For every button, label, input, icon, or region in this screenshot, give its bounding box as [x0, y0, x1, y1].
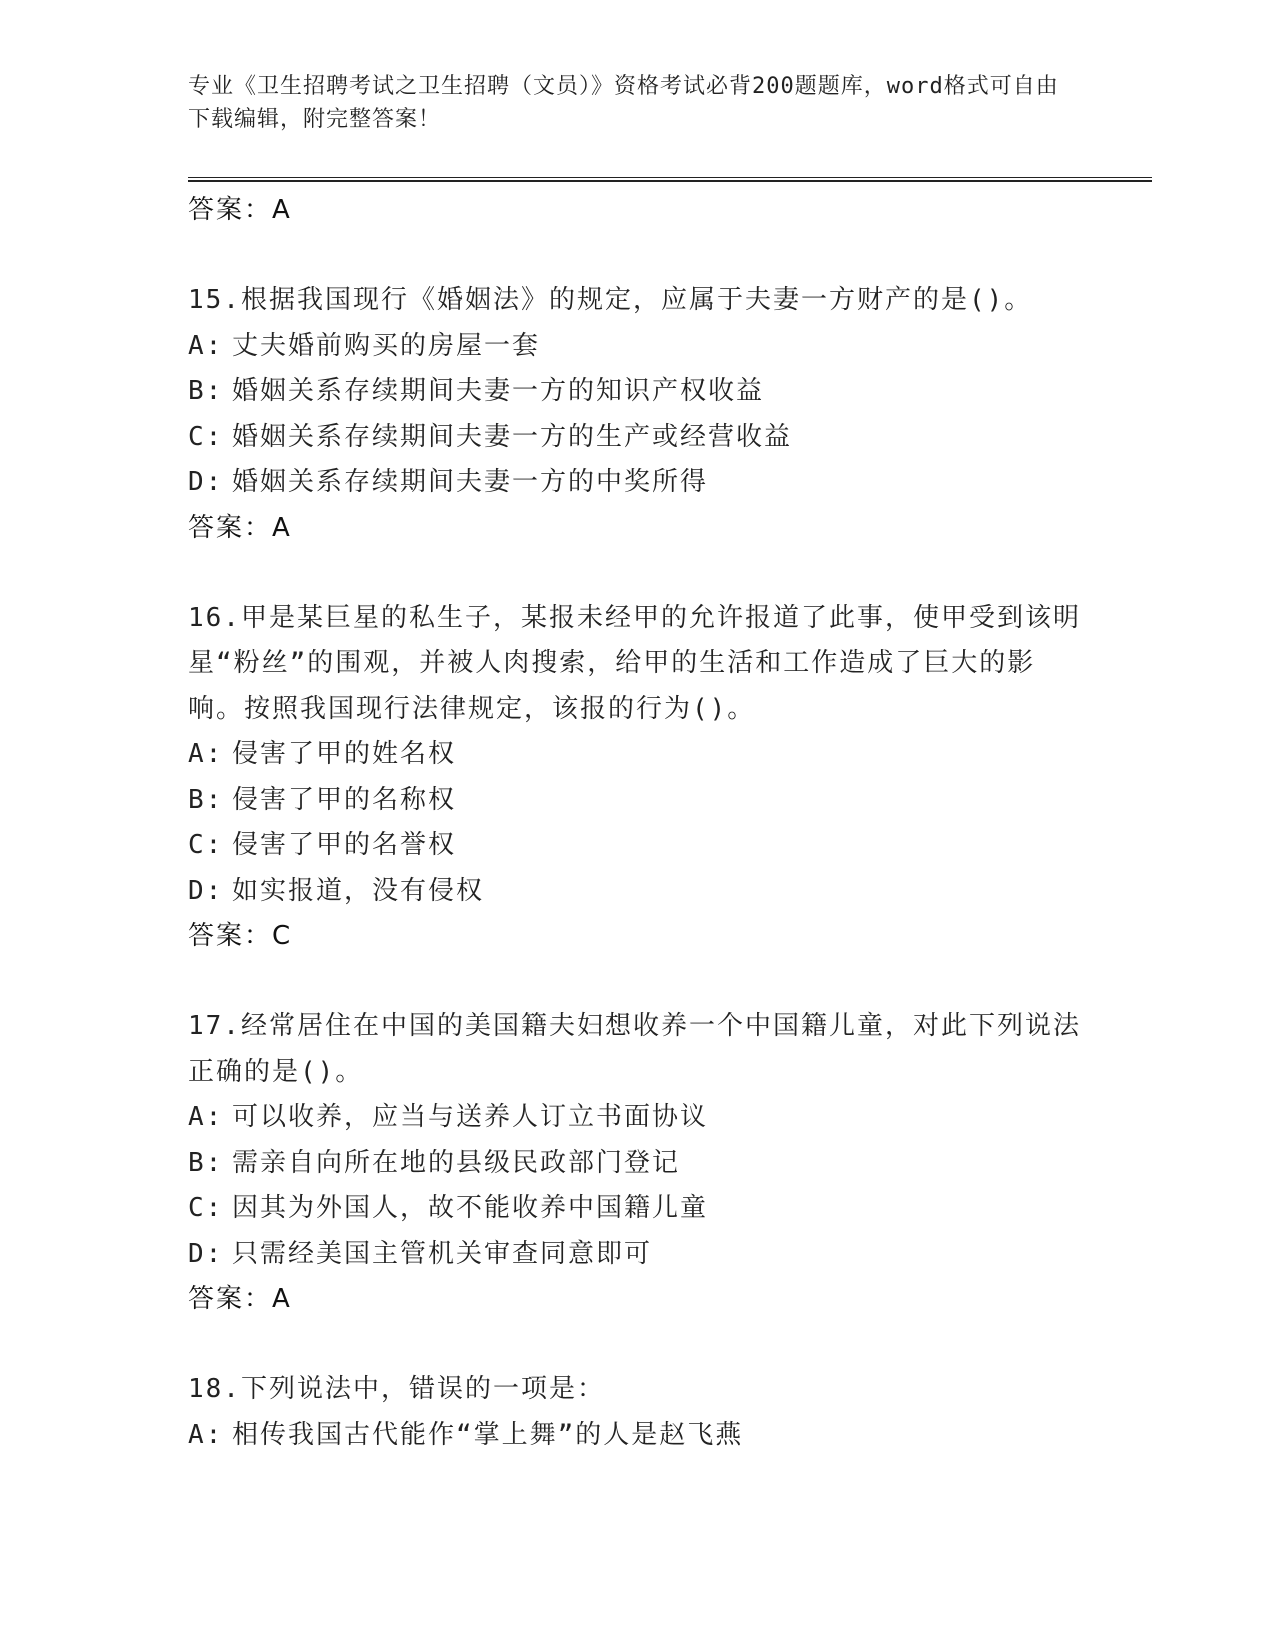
option-letter: B:	[188, 784, 224, 815]
question-16	[188, 596, 1088, 733]
option-letter: D:	[188, 875, 224, 906]
option-d	[188, 1232, 1088, 1278]
option-text: 因其为外国人，故不能收养中国籍儿童	[232, 1193, 709, 1223]
option-b	[188, 369, 1088, 415]
option-b	[188, 1141, 1088, 1187]
option-text: 需亲自向所在地的县级民政部门登记	[232, 1147, 681, 1178]
spacer	[188, 1322, 1088, 1367]
option-letter: A:	[188, 330, 224, 361]
option-a	[188, 1413, 1088, 1459]
option-a	[188, 1095, 1088, 1141]
question-number: 16.	[188, 602, 241, 633]
question-text: 根据我国现行《婚姻法》的规定，应属于夫妻一方财产的是()。	[240, 285, 1033, 315]
document-body	[188, 188, 1088, 1458]
option-letter: A:	[188, 1102, 224, 1132]
option-text: 侵害了甲的名称权	[232, 784, 457, 815]
option-d	[188, 460, 1088, 506]
option-a	[188, 732, 1088, 778]
option-c	[188, 823, 1088, 869]
option-letter: D:	[188, 1238, 224, 1269]
option-text: 丈夫婚前购买的房屋一套	[232, 330, 541, 361]
option-letter: A:	[188, 1419, 224, 1450]
option-text: 婚姻关系存续期间夫妻一方的中奖所得	[232, 467, 709, 497]
spacer	[188, 959, 1088, 1004]
option-c	[188, 415, 1088, 461]
option-text: 婚姻关系存续期间夫妻一方的生产或经营收益	[232, 421, 793, 452]
question-number: 17.	[188, 1011, 241, 1041]
spacer	[188, 551, 1088, 596]
option-text: 只需经美国主管机关审查同意即可	[232, 1238, 653, 1269]
option-text: 婚姻关系存续期间夫妻一方的知识产权收益	[232, 376, 765, 406]
header-divider-thin	[188, 177, 1152, 178]
option-letter: B:	[188, 1147, 224, 1178]
option-letter: D:	[188, 467, 224, 497]
question-number: 15.	[188, 285, 241, 315]
question-17	[188, 1004, 1088, 1095]
option-text: 可以收养，应当与送养人订立书面协议	[232, 1102, 709, 1132]
option-text: 如实报道，没有侵权	[232, 875, 485, 906]
option-letter: C:	[188, 830, 224, 860]
option-text: 相传我国古代能作“掌上舞”的人是赵飞燕	[232, 1419, 744, 1450]
header-text: 专业《卫生招聘考试之卫生招聘（文员）》资格考试必背200题题库，word格式可自由下载编辑，附完整答案！	[188, 74, 1059, 132]
answer-line: 答案：A	[188, 1284, 292, 1314]
option-letter: A:	[188, 739, 224, 769]
question-number: 18.	[188, 1374, 241, 1404]
spacer	[188, 233, 1088, 278]
option-d	[188, 869, 1088, 915]
answer-line: 答案：A	[188, 195, 292, 225]
question-text: 甲是某巨星的私生子，某报未经甲的允许报道了此事，使甲受到该明星“粉丝”的围观，并被人肉搜索，给甲的生活和工作造成了巨大的影响。按照我国现行法律规定，该报的行为()。	[188, 602, 1081, 724]
question-15	[188, 278, 1088, 324]
option-a	[188, 324, 1088, 370]
document-header	[188, 70, 1068, 136]
option-letter: B:	[188, 376, 224, 406]
option-c	[188, 1186, 1088, 1232]
question-text: 下列说法中，错误的一项是：	[240, 1374, 605, 1404]
header-divider-thick	[188, 180, 1152, 182]
answer-line: 答案：C	[188, 921, 293, 951]
question-text: 经常居住在中国的美国籍夫妇想收养一个中国籍儿童，对此下列说法正确的是()。	[188, 1011, 1081, 1087]
option-letter: C:	[188, 1193, 224, 1223]
question-18	[188, 1367, 1088, 1413]
option-letter: C:	[188, 421, 224, 452]
option-text: 侵害了甲的姓名权	[232, 739, 457, 769]
option-text: 侵害了甲的名誉权	[232, 830, 457, 860]
answer-line: 答案：A	[188, 512, 292, 543]
option-b	[188, 778, 1088, 824]
